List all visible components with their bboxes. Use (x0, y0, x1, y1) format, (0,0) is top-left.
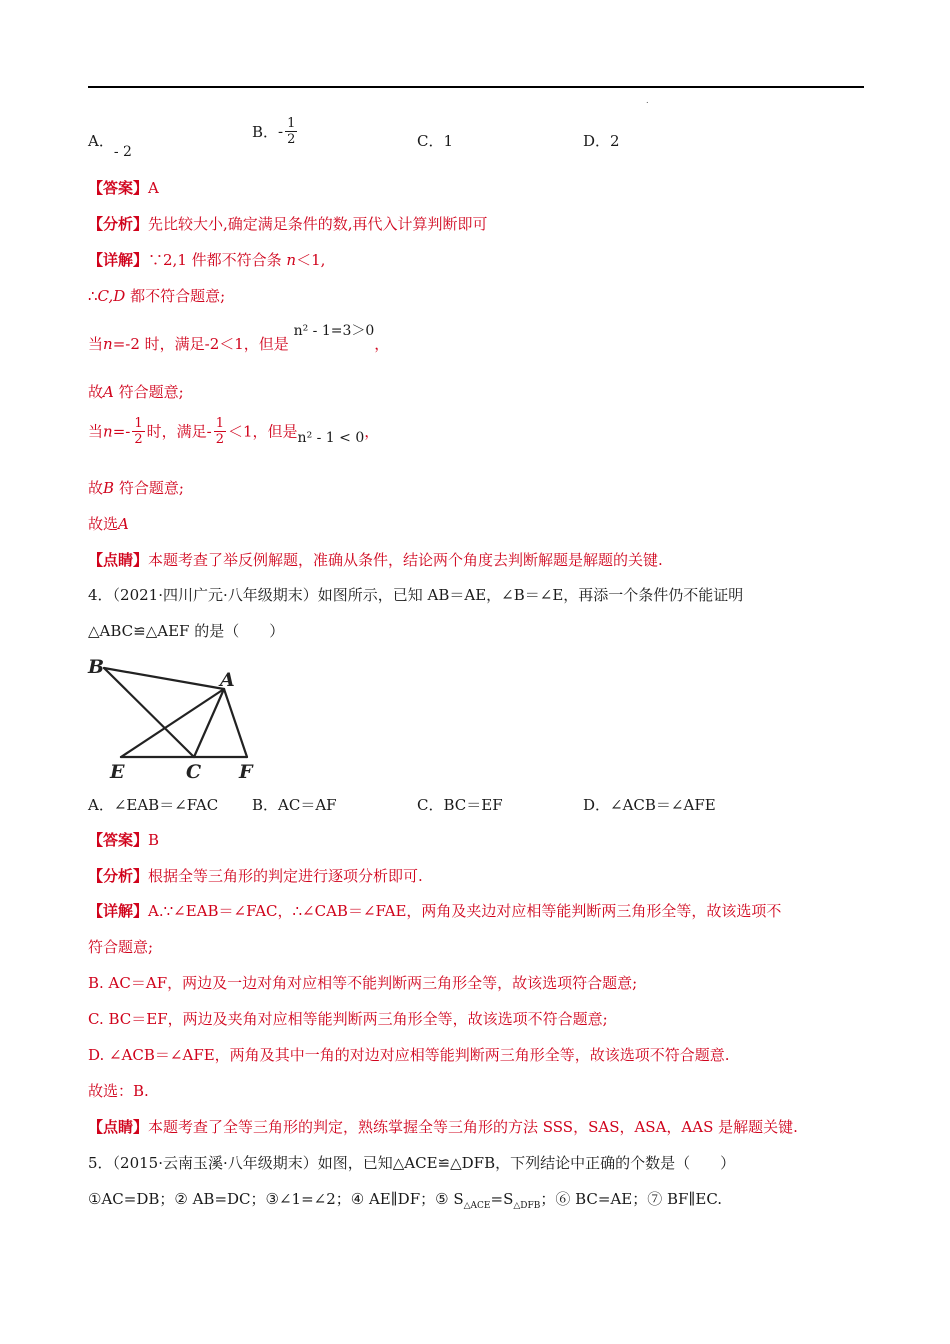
header-rule (88, 86, 864, 88)
q3-option-b: B．- $\frac{1}{2}$ (252, 116, 296, 147)
header-dot: . (646, 96, 649, 105)
q4-detail-line3: B. AC＝AF，两边及一边对角对应相等不能判断两三角形全等，故该选项符合题意; (88, 974, 638, 992)
q5-question-line1: 5．（2015·云南玉溪·八年级期末）如图，已知△ACE≌△DFB，下列结论中正确的个数是（ ） (88, 1154, 736, 1172)
q3-option-d: D．2 (583, 132, 620, 150)
label-B: B (88, 656, 105, 678)
q4-detail-line6: 故选：B. (88, 1082, 149, 1100)
q4-option-d: D．∠ACB＝∠AFE (583, 796, 716, 814)
q4-question-line1: 4．（2021·四川广元·八年级期末）如图所示，已知 AB＝AE，∠B＝∠E，再添一个条件仍不能证明 (88, 586, 744, 604)
q4-option-c: C．BC＝EF (417, 796, 503, 814)
label-F: F (239, 761, 253, 782)
q3-detail-line5: 当n=- $\frac{1}{2}$ 时，满足- $\frac{1}{2}$ ＜1，但是n² - 1 < 0， (88, 416, 380, 447)
q4-detail-line1: 【详解】A.∵∠EAB＝∠FAC，∴∠CAB＝∠FAE，两角及夹边对应相等能判断两三角形全等，故该选项不 (88, 902, 782, 920)
q4-analysis: 【分析】根据全等三角形的判定进行逐项分析即可. (88, 867, 423, 885)
q3-detail-line1: 【详解】∵2,1 件都不符合条 n＜1, (88, 251, 326, 269)
q4-option-a: A．∠EAB＝∠FAC (88, 796, 219, 814)
q3-option-a: A．- 2 (88, 132, 132, 160)
label-C: C (186, 761, 202, 782)
q3-detail-line6: 故B 符合题意; (88, 479, 184, 497)
q3-analysis: 【分析】先比较大小,确定满足条件的数,再代入计算判断即可 (88, 215, 488, 233)
q3-expr-2: n² - 1 < 0 (297, 429, 365, 446)
q3-option-c: C．1 (417, 132, 454, 150)
q4-triangle-figure (86, 654, 266, 782)
label-E: E (110, 761, 125, 782)
q3-comment: 【点睛】本题考查了举反例解题，准确从条件，结论两个角度去判断解题是解题的关键. (88, 551, 663, 569)
q3-answer: 【答案】A (88, 179, 159, 197)
q3-detail-line2: ∴C,D 都不符合题意; (88, 287, 226, 305)
q4-detail-line4: C. BC＝EF，两边及夹角对应相等能判断两三角形全等，故该选项不符合题意; (88, 1010, 608, 1028)
q4-question-line2: △ABC≌△AEF 的是（ ） (88, 622, 285, 640)
q4-detail-line5: D. ∠ACB＝∠AFE，两角及其中一角的对边对应相等能判断两三角形全等，故该选项不符合题意. (88, 1046, 730, 1064)
segment-AF (224, 689, 247, 757)
q4-answer: 【答案】B (88, 831, 160, 849)
q3-detail-line3: 当n=-2 时，满足-2＜1，但是 n² - 1=3＞0， (88, 323, 390, 353)
q5-question-line2: ①AC=DB；② AB=DC；③∠1=∠2；④ AE∥DF；⑤ $S_{\triangle ACE}=S_{\triangle DFB}$；⑥ BC=AE；⑦ BF∥EC. (88, 1190, 723, 1211)
label-A: A (220, 669, 235, 691)
q4-option-b: B．AC＝AF (252, 796, 337, 814)
q3-expr-1: n² - 1=3＞0 (293, 323, 375, 339)
q3-detail-line7: 故选A (88, 515, 129, 533)
q3-detail-line4: 故A 符合题意; (88, 383, 184, 401)
q4-detail-line2: 符合题意; (88, 938, 154, 956)
q4-comment: 【点睛】本题考查了全等三角形的判定，熟练掌握全等三角形的方法 SSS，SAS，ASA，AAS 是解题关键. (88, 1118, 798, 1136)
